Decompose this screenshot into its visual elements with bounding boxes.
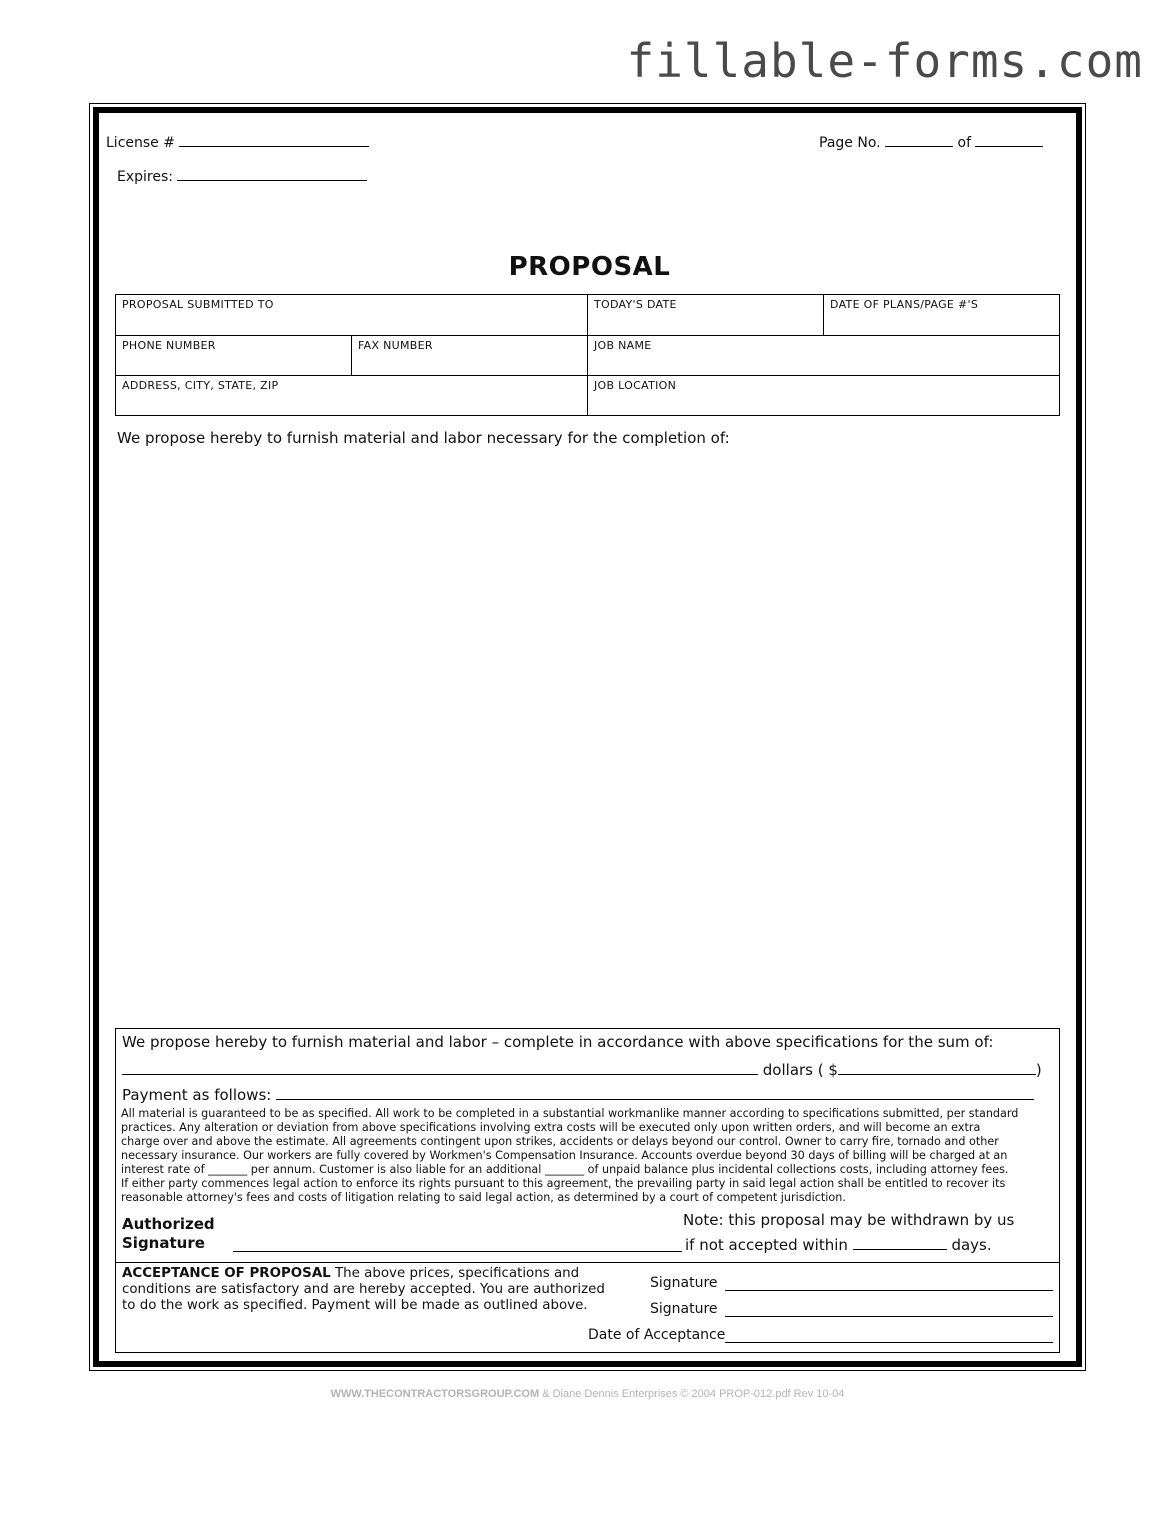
page-no-label: Page No. xyxy=(819,135,881,151)
license-input-line[interactable] xyxy=(179,131,369,147)
page-title: PROPOSAL xyxy=(508,252,671,282)
footer-rest: & Diane Dennis Enterprises © 2004 PROP-012.pdf Rev 10-04 xyxy=(539,1388,845,1400)
note-days-text: days. xyxy=(951,1236,992,1254)
payment-label: Payment as follows: xyxy=(122,1086,272,1104)
work-description-area[interactable] xyxy=(117,455,1057,1015)
job-location-cell[interactable] xyxy=(588,376,1059,415)
signature-line-1[interactable] xyxy=(725,1290,1053,1291)
terms-line: If either party commences legal action to enforce its rights pursuant to this agreement, the prevailing party in said legal action shall be entitled to recover its xyxy=(121,1177,1006,1190)
job-name-cell[interactable] xyxy=(588,336,1059,375)
job-name-label: JOB NAME xyxy=(594,339,652,352)
expires-field xyxy=(117,165,367,185)
footer-credit xyxy=(0,1388,1175,1400)
payment-input-line[interactable] xyxy=(276,1084,1034,1100)
note-not-accepted-text: if not accepted within xyxy=(685,1236,848,1254)
terms-line: practices. Any alteration or deviation from above specifications involving extra costs will be executed only upon written orders, and will become an extra xyxy=(121,1121,981,1134)
withdrawal-note-line2 xyxy=(685,1234,992,1254)
date-of-acceptance-label: Date of Acceptance xyxy=(588,1327,726,1343)
address-label: ADDRESS, CITY, STATE, ZIP xyxy=(122,379,279,392)
expires-input-line[interactable] xyxy=(177,165,367,181)
acceptance-line1 xyxy=(122,1266,622,1282)
watermark-brand: fillable-forms.com xyxy=(626,34,1143,88)
date-of-plans-label: DATE OF PLANS/PAGE #'S xyxy=(830,298,979,311)
auth-label-line2: Signature xyxy=(122,1234,205,1252)
license-field xyxy=(106,131,369,151)
payment-row xyxy=(122,1084,1034,1104)
withdrawal-note-line1: Note: this proposal may be withdrawn by us xyxy=(683,1211,1015,1229)
signature-label-2: Signature xyxy=(650,1301,718,1317)
authorized-signature-label xyxy=(122,1215,215,1253)
days-input-line[interactable] xyxy=(853,1234,947,1250)
page-number-field xyxy=(819,131,1043,151)
of-label: of xyxy=(957,135,971,151)
terms-line: All material is guaranteed to be as specified. All work to be completed in a substantial workmanlike manner according to specifications submitted, per standard xyxy=(121,1107,1019,1120)
sum-amount-row xyxy=(122,1059,1042,1079)
dollars-label: dollars ( $ xyxy=(762,1061,838,1079)
acceptance-heading: ACCEPTANCE OF PROPOSAL xyxy=(122,1266,331,1281)
job-location-label: JOB LOCATION xyxy=(594,379,677,392)
address-cell[interactable] xyxy=(116,376,586,415)
acceptance-text-2: conditions are satisfactory and are hereby accepted. You are authorized xyxy=(122,1282,605,1297)
todays-date-label: TODAY'S DATE xyxy=(594,298,677,311)
phone-cell[interactable] xyxy=(116,336,351,375)
acceptance-divider xyxy=(115,1262,1060,1263)
sum-text: We propose hereby to furnish material and labor – complete in accordance with above specifications for the sum of: xyxy=(122,1033,994,1051)
fax-cell[interactable] xyxy=(352,336,587,375)
date-of-plans-cell[interactable] xyxy=(824,295,1059,335)
todays-date-cell[interactable] xyxy=(588,295,823,335)
terms-line: necessary insurance. Our workers are fully covered by Workmen's Compensation Insurance. Accounts overdue beyond 30 days of billing will be charged at an xyxy=(121,1149,1008,1162)
terms-text xyxy=(121,1107,1054,1205)
fax-label: FAX NUMBER xyxy=(358,339,433,352)
submitted-to-cell[interactable] xyxy=(116,295,586,335)
close-paren: ) xyxy=(1035,1061,1042,1079)
acceptance-text xyxy=(122,1266,622,1314)
sum-amount-input-line[interactable] xyxy=(838,1059,1036,1075)
authorized-signature-line[interactable] xyxy=(233,1251,682,1252)
terms-line: charge over and above the estimate. All agreements contingent upon strikes, accidents or delays beyond our control. Owner to carry fire, tornado and other xyxy=(121,1135,999,1148)
expires-label: Expires: xyxy=(117,169,173,185)
intro-text: We propose hereby to furnish material and labor necessary for the completion of: xyxy=(117,429,730,447)
signature-line-2[interactable] xyxy=(725,1316,1053,1317)
sum-words-input-line[interactable] xyxy=(122,1059,758,1075)
signature-label-1: Signature xyxy=(650,1275,718,1291)
submitted-to-label: PROPOSAL SUBMITTED TO xyxy=(122,298,274,311)
auth-label-line1: Authorized xyxy=(122,1215,215,1233)
acceptance-text-1: The above prices, specifications and xyxy=(330,1266,580,1281)
page-no-input-line[interactable] xyxy=(885,131,953,147)
footer-site: WWW.THECONTRACTORSGROUP.COM xyxy=(330,1388,540,1400)
acceptance-text-3: to do the work as specified. Payment will be made as outlined above. xyxy=(122,1298,588,1313)
phone-label: PHONE NUMBER xyxy=(122,339,216,352)
terms-line: interest rate of _______ per annum. Customer is also liable for an additional _______ of unpaid balance plus incidental collections costs, including attorney fees. xyxy=(121,1163,1009,1176)
license-label: License # xyxy=(106,135,175,151)
date-of-acceptance-line[interactable] xyxy=(725,1342,1053,1343)
page-total-input-line[interactable] xyxy=(975,131,1043,147)
terms-line: reasonable attorney's fees and costs of litigation relating to said legal action, as determined by a court of competent jurisdiction. xyxy=(121,1191,846,1204)
